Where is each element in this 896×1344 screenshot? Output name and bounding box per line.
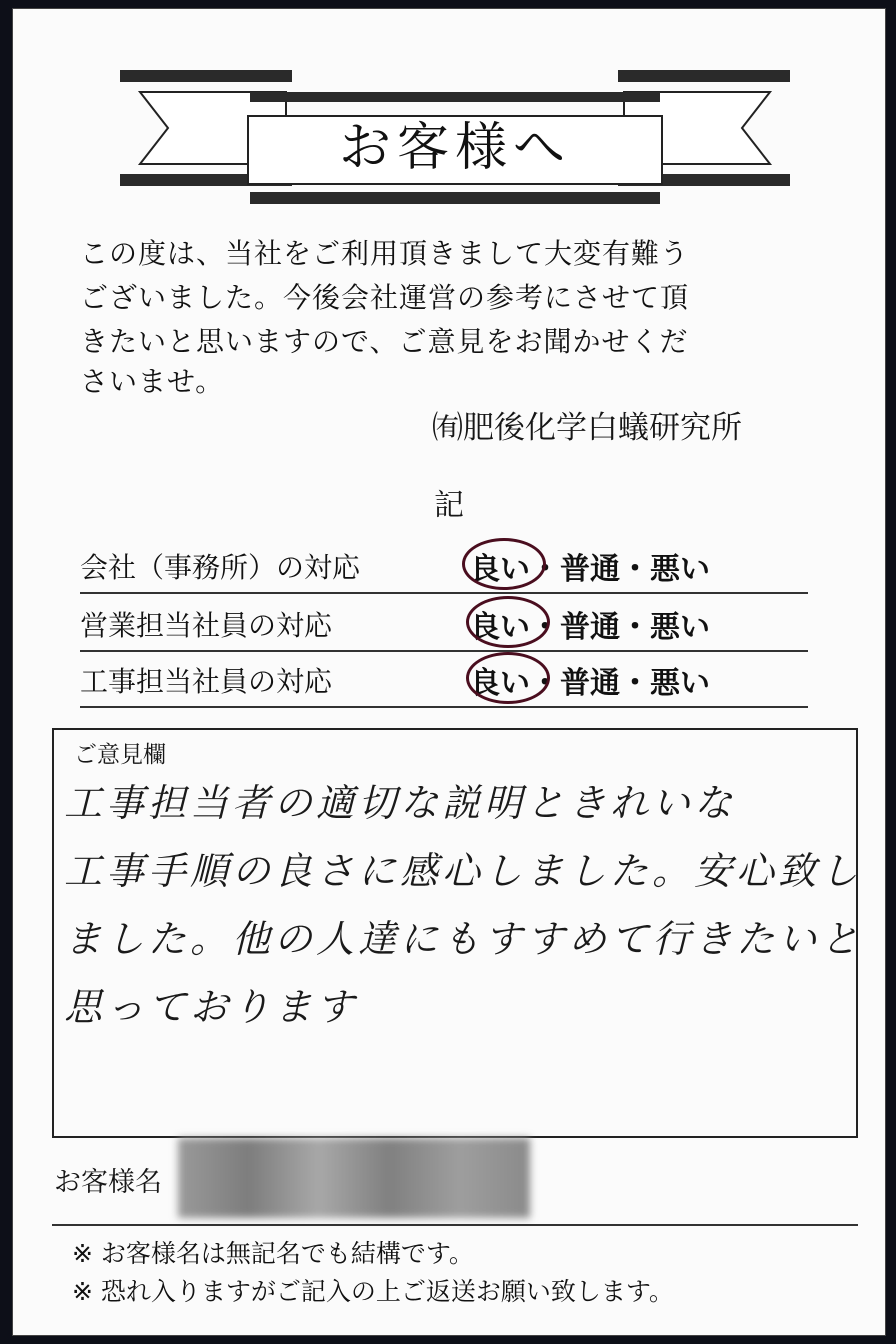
redacted-customer-name bbox=[178, 1138, 530, 1218]
handwritten-line-2: 工事手順の良さに感心しました。安心致し bbox=[64, 849, 863, 893]
rating-divider bbox=[80, 706, 808, 708]
selected-circle-sales bbox=[466, 596, 550, 648]
intro-line-3: きたいと思いますので、ご意見をお聞かせくだ bbox=[80, 325, 689, 358]
rating-options-sales: 良い・普通・悪い bbox=[470, 610, 710, 645]
intro-line-2: ございました。今後会社運営の参考にさせて頂 bbox=[80, 281, 690, 314]
rating-label-sales: 営業担当社員の対応 bbox=[80, 609, 333, 642]
handwritten-line-4: 思っております bbox=[64, 985, 359, 1029]
selected-circle-construction bbox=[466, 652, 550, 704]
note-1: ※ お客様名は無記名でも結構です。 bbox=[72, 1239, 474, 1268]
rating-options-company: 良い・普通・悪い bbox=[470, 552, 710, 587]
customer-name-line bbox=[52, 1224, 858, 1226]
opinion-heading: ご意見欄 bbox=[74, 742, 166, 768]
rating-options-construction: 良い・普通・悪い bbox=[470, 666, 710, 701]
customer-name-label: お客様名 bbox=[54, 1167, 162, 1198]
selected-circle-company bbox=[462, 538, 546, 590]
company-name: ㈲肥後化学白蟻研究所 bbox=[432, 410, 742, 446]
rating-label-construction: 工事担当社員の対応 bbox=[80, 665, 333, 698]
handwritten-line-1: 工事担当者の適切な説明ときれいな bbox=[64, 781, 737, 825]
intro-line-1: この度は、当社をご利用頂きまして大変有難う bbox=[80, 237, 690, 270]
title-box bbox=[248, 118, 662, 182]
opinion-box bbox=[52, 728, 863, 1138]
intro-line-4: さいませ。 bbox=[80, 365, 225, 398]
handwritten-line-3: ました。他の人達にもすすめて行きたいと bbox=[64, 917, 863, 961]
ki-heading: 記 bbox=[434, 488, 464, 523]
note-2: ※ 恐れ入りますがご記入の上ご返送お願い致します。 bbox=[72, 1277, 674, 1306]
page-title: お客様へ bbox=[338, 118, 571, 178]
rating-divider bbox=[80, 650, 808, 652]
rating-divider bbox=[80, 592, 808, 594]
rating-label-company: 会社（事務所）の対応 bbox=[80, 551, 361, 584]
